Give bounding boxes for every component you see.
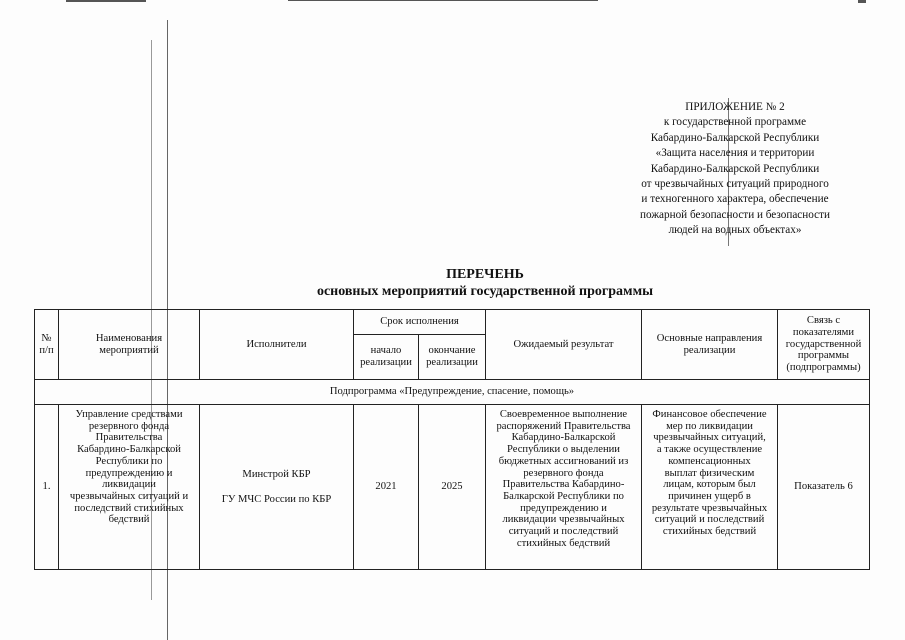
row-name: Управление средствами резервного фонда Правительства Кабардино-Балкарской Республики по предупреждению и ликвидации чрезвычайных ситуаций и последствий стихийных бедствий	[59, 405, 200, 570]
row-end: 2025	[419, 405, 486, 570]
row-result: Своевременное выполнение распоряжений Правительства Кабардино-Балкарской Республики о выделении бюджетных ассигнований из резервного фонда Правительства Кабардино- Балкарской Республики по предупреждению и ликвидации чрезвычайных ситуаций и последствий стихийных бедствий	[486, 405, 642, 570]
document-subtitle: основных мероприятий государственной программы	[316, 284, 654, 299]
header-deadline: Срок исполнения	[354, 310, 486, 335]
subprogram-row	[35, 380, 870, 405]
document-title: ПЕРЕЧЕНЬ	[446, 267, 524, 282]
header-start: начало реализации	[354, 335, 419, 380]
header-result: Ожидаемый результат	[486, 310, 642, 380]
appendix-line: людей на водных объектах»	[668, 224, 802, 237]
scan-edge-line	[66, 0, 146, 2]
header-directions: Основные направления реализации	[642, 310, 778, 380]
appendix-line: от чрезвычайных ситуаций природного	[641, 178, 829, 191]
row-executors: Минстрой КБР ГУ МЧС России по КБР	[200, 405, 354, 570]
appendix-line: Кабардино-Балкарской Республики	[650, 162, 820, 175]
header-num: № п/п	[35, 310, 59, 380]
appendix-block	[600, 100, 870, 239]
appendix-line: Кабардино-Балкарской Республики	[650, 131, 820, 144]
header-executors: Исполнители	[200, 310, 354, 380]
subprogram-title: Подпрограмма «Предупреждение, спасение, помощь»	[35, 380, 870, 405]
scan-edge-line	[288, 0, 598, 1]
header-link: Связь с показателями государственной программы (подпрограммы)	[778, 310, 870, 380]
appendix-line: ПРИЛОЖЕНИЕ № 2	[685, 101, 785, 113]
activities-table	[34, 309, 870, 570]
row-link: Показатель 6	[778, 405, 870, 570]
scan-edge-line	[858, 0, 866, 3]
appendix-line: пожарной безопасности и безопасности	[640, 208, 830, 221]
appendix-line: «Защита населения и территории	[655, 147, 815, 160]
row-start: 2021	[354, 405, 419, 570]
table-row	[35, 405, 870, 570]
row-num: 1.	[35, 405, 59, 570]
row-directions: Финансовое обеспечение мер по ликвидации чрезвычайных ситуаций, а также осуществление компенсационных выплат физическим лицам, которым был причинен ущерб в результате чрезвычайных ситуаций и последствий стихийных бедствий	[642, 405, 778, 570]
appendix-line: к государственной программе	[663, 116, 807, 129]
appendix-line: и техногенного характера, обеспечение	[641, 193, 829, 206]
table-header-row	[35, 310, 870, 335]
header-end: окончание реализации	[419, 335, 486, 380]
header-name: Наименования мероприятий	[59, 310, 200, 380]
